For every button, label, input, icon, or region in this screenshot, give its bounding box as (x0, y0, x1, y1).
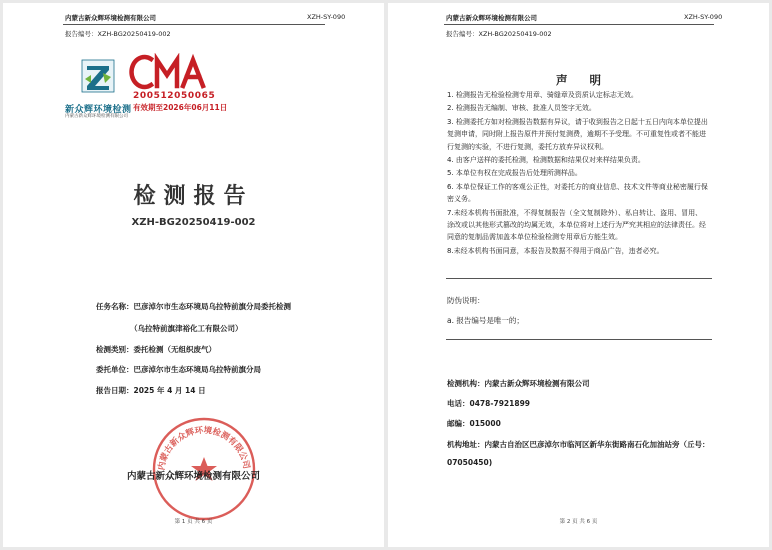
report-title-code: XZH-BG20250419-002 (131, 217, 256, 228)
header-company: 内蒙古新众辉环境检测有限公司 (446, 14, 537, 22)
contact-label: 检测机构： (447, 379, 485, 388)
contact-address (447, 436, 729, 472)
declaration-item: 1. 检测报告无检验检测专用章、骑缝章及资质认定标志无效。 (447, 91, 638, 99)
field-client (96, 364, 261, 375)
declaration-title: 声明 (556, 73, 623, 87)
declaration-item: 3. 检测委托方如对检测报告数据有异议，请于收到报告之日起十五日内向本单位提出复测申请，同时附上报告原件并预付复测费，逾期不予受理。不可重复性或者不能进行复测的实验，不进行复测，委托方放弃异议权利。 (447, 117, 708, 151)
footer-company: 内蒙古新众辉环境检测有限公司 (126, 471, 260, 482)
report-number-value: XZH-BG20250419-002 (478, 30, 552, 38)
anti-counterfeit-item: a. 报告编号是唯一的； (447, 316, 524, 325)
page-number: 第 1 页 共 6 页 (174, 519, 213, 525)
field-label: 委托单位： (96, 365, 134, 374)
logo-company-subtitle: 内蒙古新众辉环境检测有限公司 (65, 114, 128, 119)
field-value: 巴彦淖尔市生态环境局乌拉特前旗分局 (133, 365, 261, 374)
seal-text: 内蒙古新众辉环境检测有限公司 (156, 425, 251, 471)
declaration-item: 8.未经本机构书面同意，本报告及数据不得用于商品广告，违者必究。 (447, 246, 664, 255)
header-rule (444, 24, 714, 25)
field-test-category (96, 344, 216, 355)
header-report-number (446, 29, 552, 38)
cma-validity: 有效期至2026年06月11日 (133, 103, 228, 112)
contact-label: 机构地址： (447, 440, 485, 449)
contact-value: 内蒙古新众辉环境检测有限公司 (484, 379, 590, 388)
field-report-date (96, 385, 206, 396)
declaration-page (388, 3, 769, 547)
contact-value: 0478-7921899 (469, 399, 531, 408)
field-label: 任务名称： (96, 302, 134, 311)
report-number-label: 报告编号： (65, 30, 98, 38)
field-label: 检测类别： (96, 345, 134, 354)
page-number: 第 2 页 共 6 页 (559, 519, 598, 525)
declaration-item: 4. 由客户送样的委托检测，检测数据和结果仅对来样结果负责。 (447, 156, 645, 165)
contact-postcode (447, 418, 501, 429)
anti-counterfeit-label: 防伪说明： (447, 296, 485, 305)
field-task-name-cont (130, 323, 243, 334)
header-report-number (65, 29, 171, 38)
field-label: 报告日期： (96, 386, 134, 395)
header-form-code: XZH-SY-090 (684, 13, 723, 21)
contact-label: 邮编： (447, 419, 470, 428)
header-form-code: XZH-SY-090 (307, 13, 346, 21)
contact-phone (447, 398, 530, 409)
company-logo-icon (81, 59, 115, 97)
field-value: 巴彦淖尔市生态环境局乌拉特前旗分局委托检测 (133, 302, 291, 311)
report-cover-page (3, 3, 384, 547)
report-title: 检测报告 (133, 184, 254, 209)
field-value: 2025 年 4 月 14 日 (133, 386, 206, 395)
declaration-item: 6. 本单位保证工作的客观公正性，对委托方的商业信息、技术文件等商业秘密履行保密义务。 (447, 182, 708, 204)
declaration-list (447, 89, 709, 258)
header-company: 内蒙古新众辉环境检测有限公司 (65, 14, 156, 22)
section-divider (446, 339, 712, 340)
declaration-item: 2. 检测报告无编制、审核、批准人员签字无效。 (447, 104, 596, 113)
field-task-name (96, 301, 291, 312)
declaration-item: 7.未经本机构书面批准，不得复制报告（全文复制除外）、私自转让、盗用、冒用、涂改或以其他形式篡改的均属无效，本单位将对上述行为严究其相应的法律责任。经同意的复制品需加盖本单位检验检测专用章后方能生效。 (447, 208, 706, 242)
field-value: （乌拉特前旗津裕化工有限公司） (130, 324, 243, 333)
header-rule (63, 24, 325, 25)
contact-value: 内蒙古自治区巴彦淖尔市临河区新华东街路南石化加油站旁（丘号：07050450) (447, 440, 710, 467)
logo-company-name: 新众辉环境检测 (65, 105, 132, 115)
contact-value: 015000 (469, 419, 501, 428)
report-number-value: XZH-BG20250419-002 (97, 30, 171, 38)
report-number-label: 报告编号： (446, 30, 479, 38)
section-divider (446, 278, 712, 279)
declaration-item: 5. 本单位有权在完成报告后处理所测样品。 (447, 169, 582, 178)
field-value: 委托检测（无组织废气） (133, 345, 216, 354)
contact-organization (447, 378, 590, 389)
cma-certificate-number: 200512050065 (133, 91, 216, 101)
contact-label: 电话： (447, 399, 470, 408)
